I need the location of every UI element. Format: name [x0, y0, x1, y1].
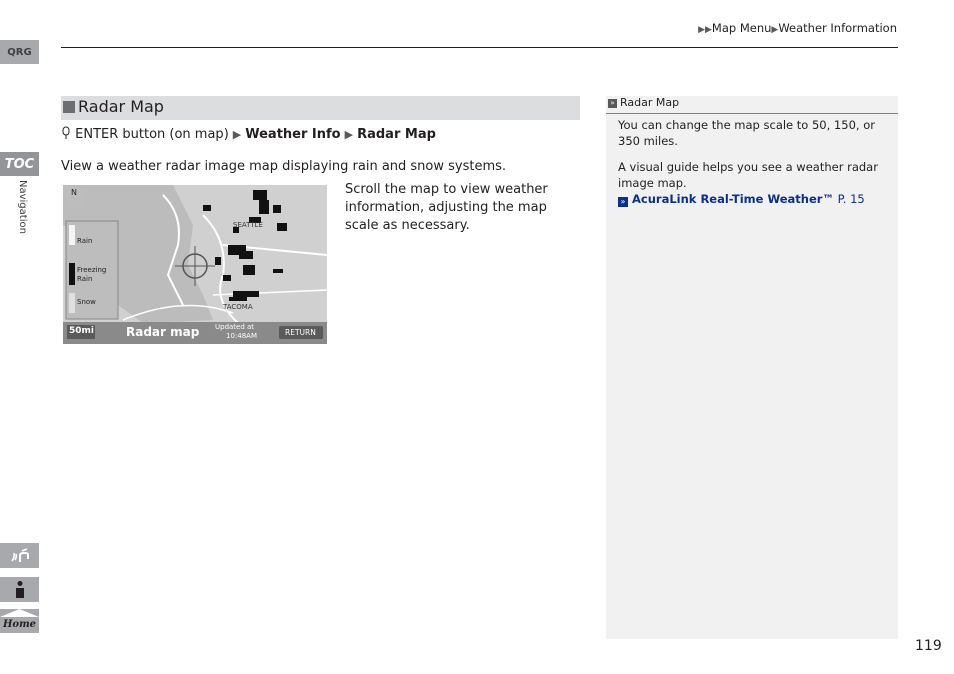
toc-tab[interactable]: [0, 152, 39, 176]
home-roof-icon: [0, 609, 39, 617]
intro-text: View a weather radar image map displaying rain and snow systems.: [61, 159, 507, 174]
path-arrow-icon: ▶: [232, 128, 242, 141]
sidebar-reference-link[interactable]: [618, 191, 888, 207]
section-heading: [61, 96, 580, 120]
breadcrumb-item-weather-information[interactable]: Weather Information: [778, 21, 897, 35]
path-prefix: ENTER button (on map): [75, 127, 229, 142]
breadcrumb: [698, 21, 897, 35]
sidebar-note: [606, 96, 898, 639]
voice-command-icon: [9, 547, 31, 565]
legend-freezing-rain: Freezing Rain: [77, 266, 107, 283]
path-step-weather-info: Weather Info: [245, 127, 341, 142]
breadcrumb-arrow-icon: ▶: [771, 25, 779, 35]
voice-command-tab[interactable]: [0, 543, 39, 568]
section-side-label: Navigation: [17, 180, 28, 234]
breadcrumb-item-map-menu[interactable]: Map Menu: [711, 21, 772, 35]
reference-link-text[interactable]: AcuraLink Real-Time Weather™: [632, 192, 834, 206]
sidebar-para-visual-guide: A visual guide helps you see a weather radar image map.: [618, 160, 878, 190]
index-tab[interactable]: [0, 577, 39, 602]
sidebar-title: Radar Map: [620, 96, 680, 109]
map-scale: 50mi: [69, 326, 94, 336]
section-square-icon: [63, 101, 75, 113]
description-text: Scroll the map to view weather information, adjusting the map scale as necessary.: [345, 182, 548, 233]
map-title: Radar map: [126, 325, 200, 339]
path-arrow-icon: ▶: [344, 128, 354, 141]
qrg-tab[interactable]: [0, 40, 39, 64]
home-label: Home: [2, 618, 37, 630]
path-step-radar-map: Radar Map: [357, 127, 436, 142]
map-city-label: SEATTLE: [233, 221, 263, 229]
sidebar-para-scale: You can change the map scale to 50, 150, or 350 miles.: [618, 118, 875, 148]
map-updated-time: 10:48AM: [226, 332, 258, 340]
home-button-icon: [61, 126, 71, 140]
sidebar-heading: [606, 96, 898, 114]
page-number: 119: [915, 638, 942, 654]
reference-page[interactable]: P. 15: [837, 192, 865, 206]
reference-arrow-icon: »: [618, 197, 628, 207]
map-updated-label: Updated at: [215, 323, 255, 331]
map-return-button: RETURN: [285, 328, 316, 337]
map-city-label: TACOMA: [223, 303, 253, 311]
home-tab[interactable]: [0, 609, 39, 633]
breadcrumb-arrow-icon: ▶▶: [698, 25, 712, 35]
radar-map-screenshot: [63, 185, 327, 344]
section-title: Radar Map: [78, 97, 164, 116]
legend-snow: Snow: [77, 298, 96, 306]
radar-map-image: [63, 185, 327, 344]
info-icon: [13, 580, 27, 600]
navigation-path: [61, 126, 436, 142]
map-north-mark: N: [71, 188, 77, 197]
qrg-label: QRG: [7, 46, 32, 58]
toc-label: TOC: [4, 156, 35, 172]
legend-rain: Rain: [77, 237, 93, 245]
header-rule: [61, 47, 898, 48]
note-arrow-icon: »: [608, 99, 617, 108]
